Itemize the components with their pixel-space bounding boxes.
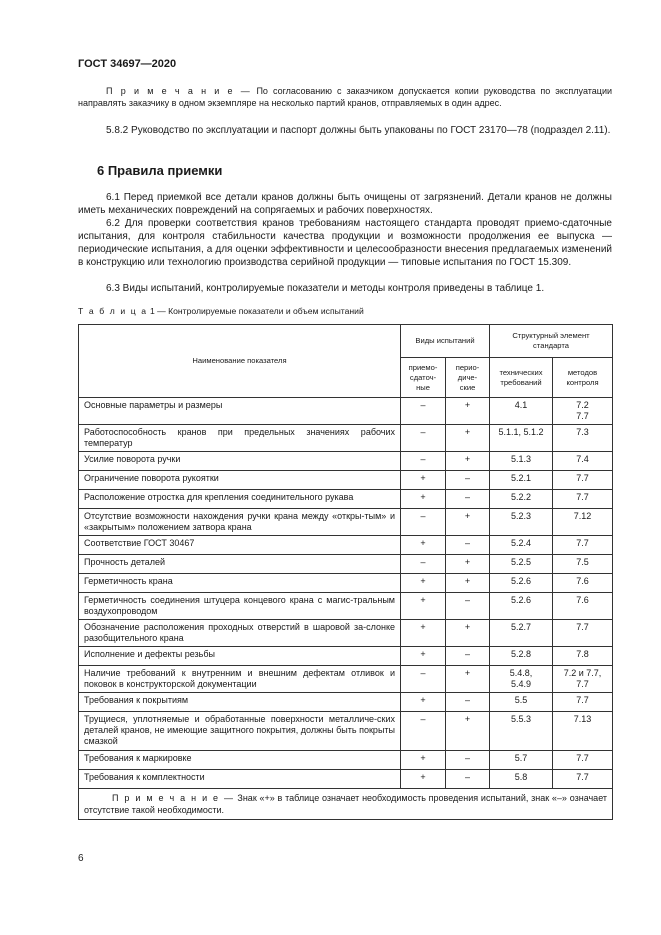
header-structural-element: Структурный элемент стандарта	[490, 325, 613, 358]
header-acceptance: приемо-сдаточ-ные	[401, 358, 446, 398]
row-acceptance-cell: +	[401, 620, 446, 647]
row-name-cell: Герметичность соединения штуцера концевого крана с магис-тральным воздухопроводом	[79, 593, 401, 620]
row-name-cell: Усилие поворота ручки	[79, 452, 401, 471]
row-methods-cell: 7.7	[553, 751, 613, 770]
header-test-types: Виды испытаний	[401, 325, 490, 358]
row-requirements-cell: 5.2.1	[490, 471, 553, 490]
table-row	[79, 693, 613, 712]
row-periodic-cell: –	[446, 647, 490, 666]
row-periodic-cell: –	[446, 593, 490, 620]
row-acceptance-cell: –	[401, 509, 446, 536]
row-requirements-cell: 5.2.6	[490, 574, 553, 593]
row-periodic-cell: +	[446, 666, 490, 693]
table-row	[79, 536, 613, 555]
paragraph-6-3: 6.3 Виды испытаний, контролируемые показатели и методы контроля приведены в таблице 1.	[106, 283, 545, 294]
header-requirements: технических требований	[490, 358, 553, 398]
table-body	[79, 398, 613, 789]
table-row	[79, 712, 613, 751]
row-periodic-cell: +	[446, 425, 490, 452]
row-periodic-cell: –	[446, 536, 490, 555]
header-methods: методов контроля	[553, 358, 613, 398]
row-periodic-cell: –	[446, 751, 490, 770]
paragraph-6-1: 6.1 Перед приемкой все детали кранов должны быть очищены от загрязнений. Детали кранов не должны иметь механических повреждений на сопрягаемых и рабочих поверхностях.	[78, 192, 612, 216]
row-name-cell: Требования к покрытиям	[79, 693, 401, 712]
table-row	[79, 555, 613, 574]
row-name-cell: Наличие требований к внутренним и внешним дефектам отливок и поковок в конструкторской документации	[79, 666, 401, 693]
row-requirements-cell: 5.2.7	[490, 620, 553, 647]
header-periodic: перио-диче-ские	[446, 358, 490, 398]
row-periodic-cell: +	[446, 509, 490, 536]
table-caption-text: 1 — Контролируемые показатели и объем испытаний	[147, 306, 364, 316]
row-methods-cell: 7.2 и 7.7, 7.7	[553, 666, 613, 693]
table-row	[79, 593, 613, 620]
row-methods-cell: 7.4	[553, 452, 613, 471]
table-row	[79, 647, 613, 666]
row-requirements-cell: 5.2.4	[490, 536, 553, 555]
row-name-cell: Работоспособность кранов при предельных значениях рабочих температур	[79, 425, 401, 452]
row-name-cell: Обозначение расположения проходных отверстий в шаровой за-слонке разобщительного крана	[79, 620, 401, 647]
row-methods-cell: 7.13	[553, 712, 613, 751]
control-table	[78, 324, 613, 820]
row-requirements-cell: 4.1	[490, 398, 553, 425]
table-row	[79, 509, 613, 536]
row-name-cell: Основные параметры и размеры	[79, 398, 401, 425]
row-acceptance-cell: +	[401, 471, 446, 490]
row-acceptance-cell: –	[401, 425, 446, 452]
row-acceptance-cell: +	[401, 490, 446, 509]
row-acceptance-cell: –	[401, 666, 446, 693]
row-methods-cell: 7.7	[553, 693, 613, 712]
page-number: 6	[78, 853, 84, 864]
row-name-cell: Требования к маркировке	[79, 751, 401, 770]
document-header: ГОСТ 34697—2020	[78, 58, 177, 70]
row-acceptance-cell: +	[401, 647, 446, 666]
row-methods-cell: 7.6	[553, 593, 613, 620]
row-requirements-cell: 5.1.1, 5.1.2	[490, 425, 553, 452]
top-note	[78, 85, 612, 109]
row-methods-cell: 7.7	[553, 490, 613, 509]
row-periodic-cell: –	[446, 471, 490, 490]
table-note-text: Знак «+» в таблице означает необходимость проведения испытаний, знак «–» означает отсутствие такой необходимости.	[84, 793, 608, 815]
row-name-cell: Прочность деталей	[79, 555, 401, 574]
row-methods-cell: 7.5	[553, 555, 613, 574]
row-requirements-cell: 5.7	[490, 751, 553, 770]
table-row	[79, 490, 613, 509]
row-methods-cell: 7.6	[553, 574, 613, 593]
row-periodic-cell: +	[446, 712, 490, 751]
row-acceptance-cell: +	[401, 751, 446, 770]
row-methods-cell: 7.2 7.7	[553, 398, 613, 425]
paragraph-5-8-2: 5.8.2 Руководство по эксплуатации и паспорт должны быть упакованы по ГОСТ 23170—78 (подраздел 2.11).	[106, 125, 611, 136]
top-note-text: По согласованию с заказчиком допускается копии руководства по эксплуатации направлять заказчику в одном экземпляре на несколько партий кранов, отправляемых в один адрес.	[78, 86, 612, 108]
row-requirements-cell: 5.2.3	[490, 509, 553, 536]
row-name-cell: Требования к комплектности	[79, 770, 401, 789]
row-name-cell: Расположение отростка для крепления соединительного рукава	[79, 490, 401, 509]
row-requirements-cell: 5.8	[490, 770, 553, 789]
row-periodic-cell: +	[446, 452, 490, 471]
row-acceptance-cell: –	[401, 555, 446, 574]
table-row	[79, 471, 613, 490]
table-note-label: П р и м е ч а н и е —	[112, 793, 235, 803]
row-methods-cell: 7.8	[553, 647, 613, 666]
row-requirements-cell: 5.2.8	[490, 647, 553, 666]
row-requirements-cell: 5.5	[490, 693, 553, 712]
row-acceptance-cell: –	[401, 398, 446, 425]
row-acceptance-cell: +	[401, 593, 446, 620]
row-periodic-cell: –	[446, 693, 490, 712]
row-periodic-cell: +	[446, 574, 490, 593]
row-requirements-cell: 5.2.5	[490, 555, 553, 574]
row-periodic-cell: –	[446, 490, 490, 509]
row-methods-cell: 7.7	[553, 770, 613, 789]
row-acceptance-cell: +	[401, 693, 446, 712]
row-methods-cell: 7.7	[553, 620, 613, 647]
row-acceptance-cell: +	[401, 536, 446, 555]
table-row	[79, 666, 613, 693]
row-periodic-cell: +	[446, 398, 490, 425]
row-name-cell: Трущиеся, уплотняемые и обработанные поверхности металличе-ских деталей кранов, не имеющие защитного покрытия, должны быть покрыты смазкой	[79, 712, 401, 751]
row-methods-cell: 7.7	[553, 536, 613, 555]
table-caption-label: Т а б л и ц а	[78, 306, 148, 316]
row-name-cell: Герметичность крана	[79, 574, 401, 593]
row-requirements-cell: 5.2.6	[490, 593, 553, 620]
table-caption	[78, 306, 364, 316]
section-title: 6 Правила приемки	[97, 163, 223, 178]
header-name: Наименование показателя	[79, 325, 401, 398]
row-requirements-cell: 5.1.3	[490, 452, 553, 471]
row-methods-cell: 7.12	[553, 509, 613, 536]
top-note-label: П р и м е ч а н и е —	[106, 86, 252, 96]
row-methods-cell: 7.7	[553, 471, 613, 490]
row-name-cell: Соответствие ГОСТ 30467	[79, 536, 401, 555]
row-periodic-cell: –	[446, 770, 490, 789]
table-note	[79, 789, 613, 820]
row-acceptance-cell: +	[401, 770, 446, 789]
table-row	[79, 620, 613, 647]
row-requirements-cell: 5.5.3	[490, 712, 553, 751]
paragraph-6-2: 6.2 Для проверки соответствия кранов требованиям настоящего стандарта проводят приемо-сдаточные испытания, для контроля стабильности качества продукции и возможности продолжения ее выпуска — периодические испытания, а для оценки эффективности и целесообразности внесения предлагаемых изменений в конструкцию или технологию производства серийной продукции — типовые испытания по ГОСТ 15.309.	[78, 218, 612, 268]
row-name-cell: Ограничение поворота рукоятки	[79, 471, 401, 490]
row-requirements-cell: 5.2.2	[490, 490, 553, 509]
row-acceptance-cell: –	[401, 452, 446, 471]
row-acceptance-cell: –	[401, 712, 446, 751]
row-requirements-cell: 5.4.8, 5.4.9	[490, 666, 553, 693]
row-acceptance-cell: +	[401, 574, 446, 593]
table-row	[79, 452, 613, 471]
row-methods-cell: 7.3	[553, 425, 613, 452]
row-name-cell: Отсутствие возможности нахождения ручки крана между «откры-тым» и «закрытым» положением затвора крана	[79, 509, 401, 536]
table-row	[79, 398, 613, 425]
table-row	[79, 751, 613, 770]
row-periodic-cell: +	[446, 555, 490, 574]
row-periodic-cell: +	[446, 620, 490, 647]
table-row	[79, 770, 613, 789]
table-row	[79, 425, 613, 452]
table-row	[79, 574, 613, 593]
row-name-cell: Исполнение и дефекты резьбы	[79, 647, 401, 666]
